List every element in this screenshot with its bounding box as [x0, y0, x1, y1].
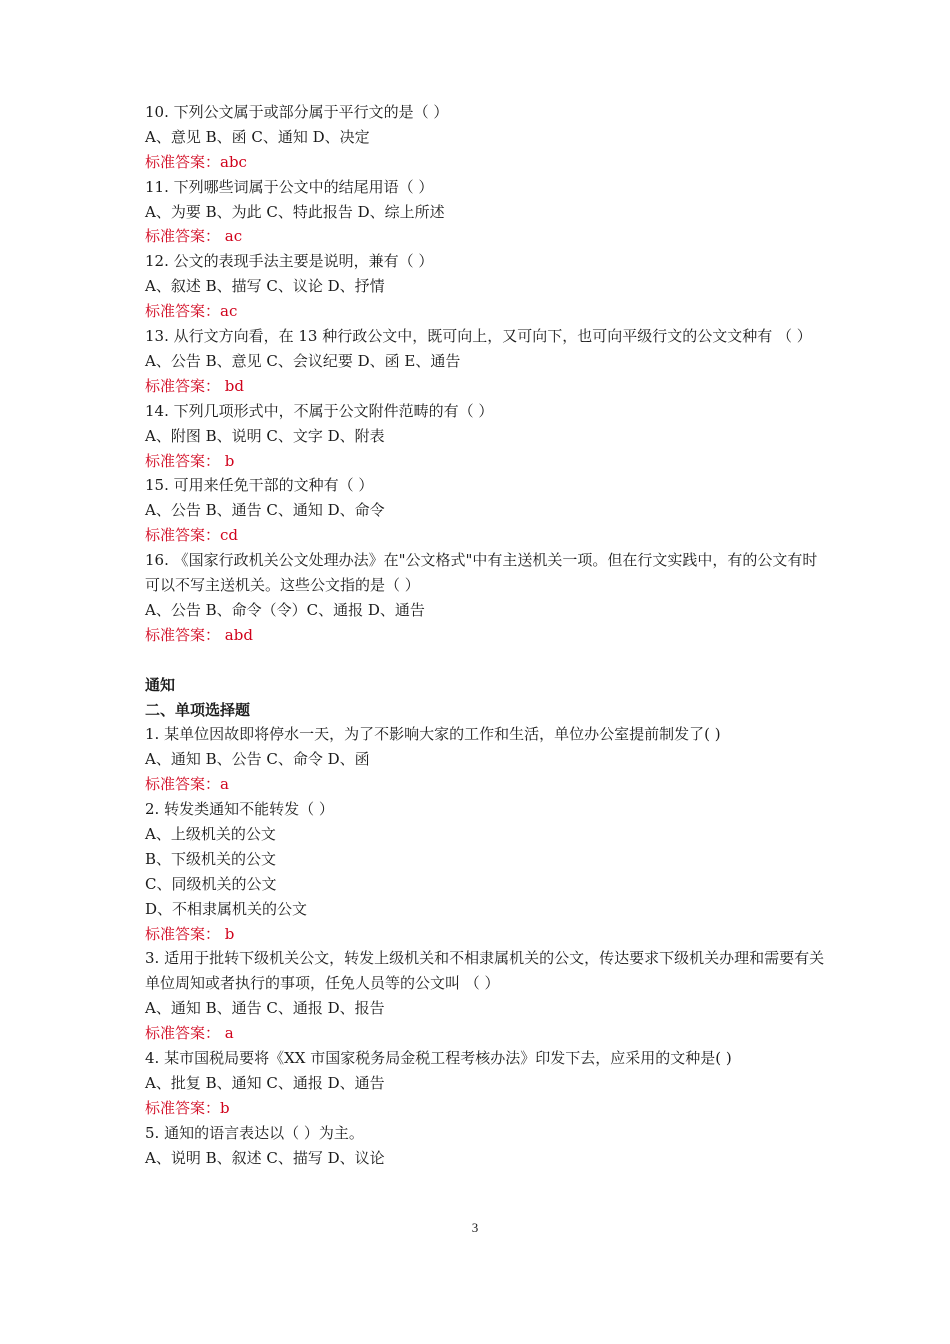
answer-options: A、为要 B、为此 C、特此报告 D、综上所述 — [145, 202, 445, 221]
section-subtitle: 二、单项选择题 — [145, 700, 251, 719]
standard-answer: 标准答案：abc — [145, 152, 247, 171]
standard-answer: 标准答案： b — [145, 451, 235, 470]
question-block — [145, 722, 825, 797]
question-text: 12. 公文的表现手法主要是说明，兼有（ ） — [145, 252, 434, 271]
answer-options: B、下级机关的公文 — [145, 849, 277, 868]
answer-options: A、叙述 B、描写 C、议论 D、抒情 — [145, 277, 385, 296]
question-text: 2. 转发类通知不能转发（ ） — [145, 800, 334, 819]
answer-options: A、通知 B、通告 C、通报 D、报告 — [145, 999, 385, 1018]
question-block — [145, 324, 825, 399]
question-text: 15. 可用来任免干部的文种有（ ） — [145, 476, 374, 495]
answer-options: D、不相隶属机关的公文 — [145, 899, 308, 918]
question-list-part1 — [145, 100, 825, 648]
standard-answer: 标准答案： b — [145, 924, 235, 943]
question-text: 4. 某市国税局要将《XX 市国家税务局金税工程考核办法》印发下去，应采用的文种是( ) — [145, 1049, 732, 1068]
answer-options: A、公告 B、意见 C、会议纪要 D、函 E、通告 — [145, 351, 461, 370]
question-text: 1. 某单位因故即将停水一天，为了不影响大家的工作和生活，单位办公室提前制发了( ) — [145, 725, 721, 744]
standard-answer: 标准答案：ac — [145, 302, 238, 321]
answer-options: A、意见 B、函 C、通知 D、决定 — [145, 127, 370, 146]
question-text: 10. 下列公文属于或部分属于平行文的是（ ） — [145, 103, 449, 121]
question-block — [145, 797, 825, 946]
question-block — [145, 100, 825, 175]
standard-answer: 标准答案：cd — [145, 526, 239, 545]
answer-options: A、通知 B、公告 C、命令 D、函 — [145, 750, 370, 769]
answer-options: A、批复 B、通知 C、通报 D、通告 — [145, 1073, 385, 1092]
question-block — [145, 548, 825, 648]
page-number: 3 — [471, 1220, 479, 1235]
answer-options: A、上级机关的公文 — [145, 824, 276, 843]
answer-options: A、附图 B、说明 C、文字 D、附表 — [145, 426, 385, 445]
question-block — [145, 473, 825, 548]
document-page — [145, 100, 825, 1171]
question-text: 3. 适用于批转下级机关公文，转发上级机关和不相隶属机关的公文，传达要求下级机关办理和需要有关单位周知或者执行的事项，任免人员等的公文叫 （ ） — [145, 949, 825, 993]
question-block — [145, 946, 825, 1046]
question-text: 5. 通知的语言表达以（ ）为主。 — [145, 1123, 364, 1142]
answer-options: C、同级机关的公文 — [145, 874, 277, 893]
question-text: 13. 从行文方向看，在 13 种行政公文中，既可向上，又可向下，也可向平级行文的公文文种有 （ ） — [145, 327, 812, 346]
standard-answer: 标准答案：a — [145, 775, 229, 794]
standard-answer: 标准答案： bd — [145, 376, 244, 395]
question-block — [145, 1121, 825, 1171]
answer-options: A、说明 B、叙述 C、描写 D、议论 — [145, 1148, 385, 1167]
question-block — [145, 1046, 825, 1121]
standard-answer: 标准答案： ac — [145, 227, 243, 246]
standard-answer: 标准答案： a — [145, 1024, 234, 1043]
section-title: 通知 — [145, 675, 176, 694]
standard-answer: 标准答案： abd — [145, 625, 253, 644]
question-block — [145, 249, 825, 324]
answer-options: A、公告 B、命令（令）C、通报 D、通告 — [145, 600, 425, 619]
standard-answer: 标准答案：b — [145, 1098, 230, 1117]
question-text: 11. 下列哪些词属于公文中的结尾用语（ ） — [145, 177, 434, 196]
spacer — [145, 648, 825, 673]
question-block — [145, 175, 825, 250]
question-list-part2 — [145, 722, 825, 1170]
question-block — [145, 399, 825, 474]
question-text: 14. 下列几项形式中，不属于公文附件范畴的有（ ） — [145, 401, 494, 420]
question-text: 16. 《国家行政机关公文处理办法》在"公文格式"中有主送机关一项。但在行文实践中，有的公文有时可以不写主送机关。这些公文指的是（ ） — [145, 551, 818, 595]
answer-options: A、公告 B、通告 C、通知 D、命令 — [145, 501, 385, 520]
